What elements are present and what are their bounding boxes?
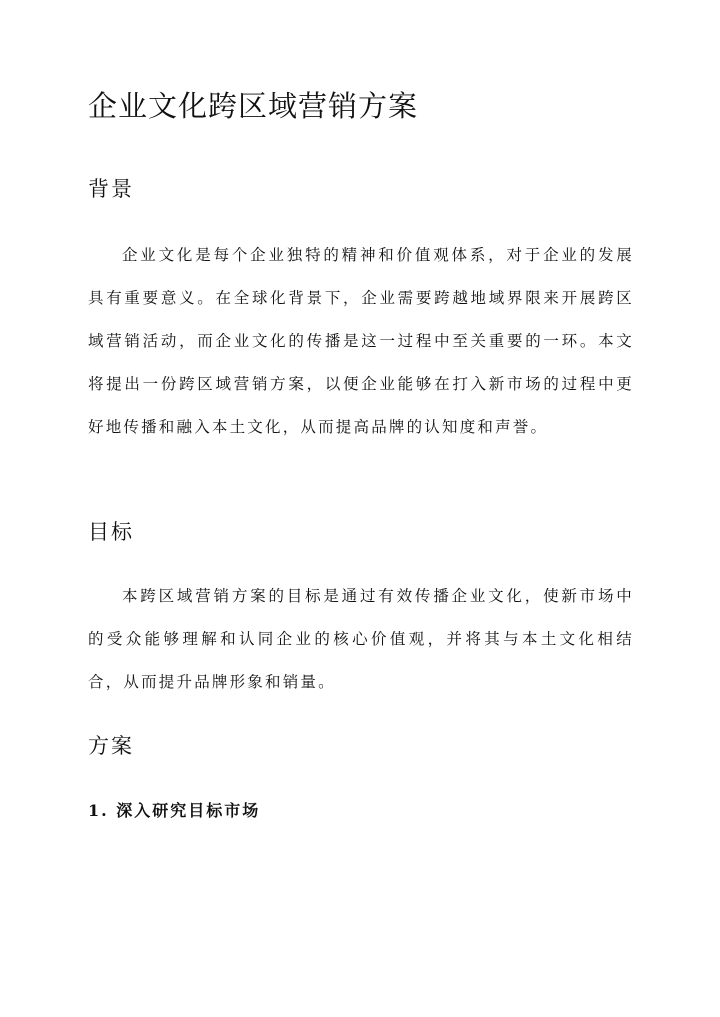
subsection-heading-research-market: 1. 深入研究目标市场: [88, 801, 261, 820]
section-paragraph-background: 企业文化是每个企业独特的精神和价值观体系，对于企业的发展具有重要意义。在全球化背景下，企业需要跨越地域界限来开展跨区域营销活动，而企业文化的传播是这一过程中至关重要的一环。本文将提出一份跨区域营销方案，以便企业能够在打入新市场的过程中更好地传播和融入本土文化，从而提高品牌的认知度和声誉。: [88, 246, 634, 436]
section-heading-background: 背景: [88, 177, 134, 201]
section-heading-plan: 方案: [88, 734, 134, 758]
section-heading-goal: 目标: [88, 520, 134, 544]
section-paragraph-goal: 本跨区域营销方案的目标是通过有效传播企业文化，使新市场中的受众能够理解和认同企业的核心价值观，并将其与本土文化相结合，从而提升品牌形象和销量。: [88, 587, 634, 691]
document-title: 企业文化跨区域营销方案: [88, 89, 419, 123]
